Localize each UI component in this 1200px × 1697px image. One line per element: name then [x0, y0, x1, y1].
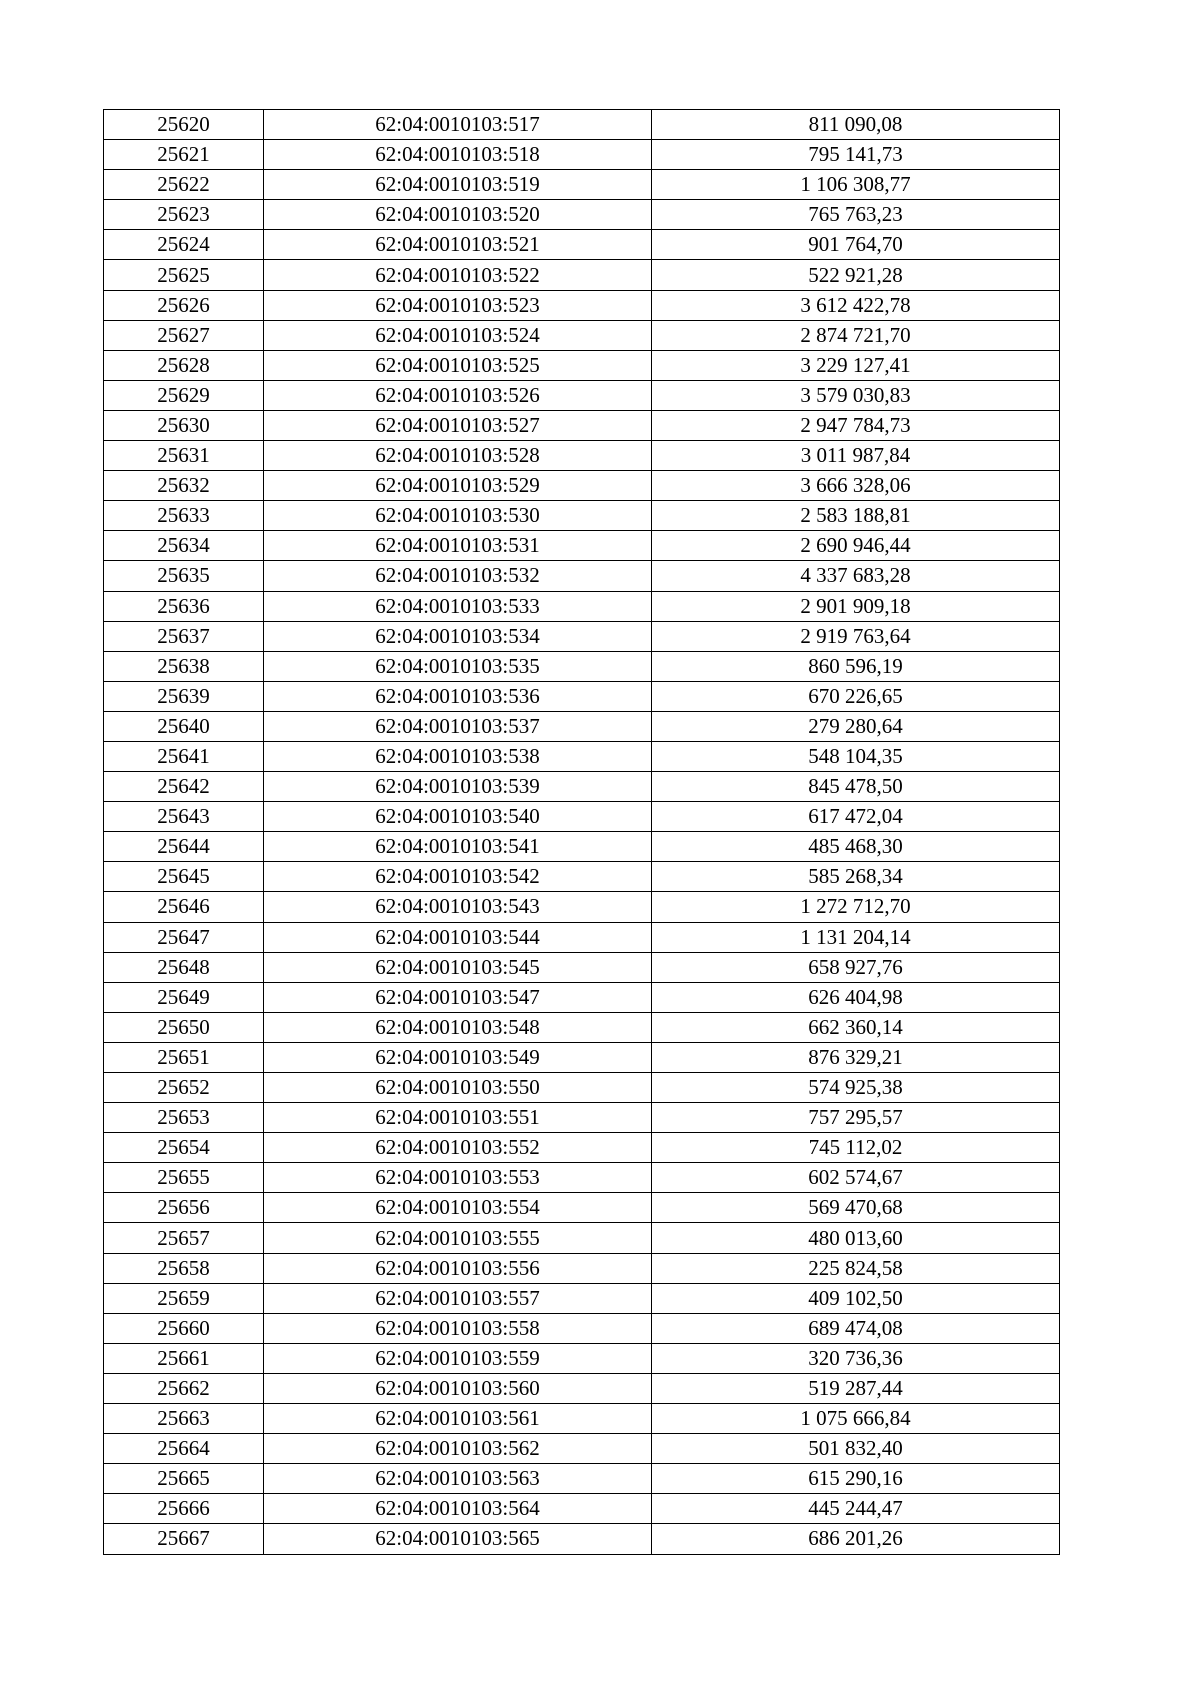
table-row [104, 501, 1060, 531]
cadastral-number-cell: 62:04:0010103:556 [264, 1253, 652, 1283]
cadastral-number-cell: 62:04:0010103:526 [264, 380, 652, 410]
cadastral-number-cell: 62:04:0010103:529 [264, 471, 652, 501]
row-number-cell: 25629 [104, 380, 264, 410]
cadastral-number-cell: 62:04:0010103:563 [264, 1464, 652, 1494]
cadastral-value-cell: 1 106 308,77 [652, 170, 1060, 200]
table-row [104, 1103, 1060, 1133]
table-row [104, 982, 1060, 1012]
cadastral-number-cell: 62:04:0010103:551 [264, 1103, 652, 1133]
cadastral-value-table [103, 109, 1060, 1555]
cadastral-value-cell: 522 921,28 [652, 260, 1060, 290]
table-row [104, 922, 1060, 952]
table-row [104, 1133, 1060, 1163]
cadastral-value-cell: 845 478,50 [652, 772, 1060, 802]
cadastral-number-cell: 62:04:0010103:549 [264, 1042, 652, 1072]
row-number-cell: 25639 [104, 681, 264, 711]
cadastral-value-cell: 658 927,76 [652, 952, 1060, 982]
row-number-cell: 25662 [104, 1373, 264, 1403]
row-number-cell: 25640 [104, 711, 264, 741]
cadastral-number-cell: 62:04:0010103:525 [264, 350, 652, 380]
table-row [104, 1012, 1060, 1042]
cadastral-value-cell: 2 874 721,70 [652, 320, 1060, 350]
table-row [104, 561, 1060, 591]
table-row [104, 711, 1060, 741]
cadastral-value-cell: 1 131 204,14 [652, 922, 1060, 952]
row-number-cell: 25631 [104, 441, 264, 471]
cadastral-value-cell: 602 574,67 [652, 1163, 1060, 1193]
cadastral-value-cell: 585 268,34 [652, 862, 1060, 892]
cadastral-number-cell: 62:04:0010103:519 [264, 170, 652, 200]
cadastral-value-cell: 320 736,36 [652, 1343, 1060, 1373]
table-row [104, 1193, 1060, 1223]
row-number-cell: 25643 [104, 802, 264, 832]
cadastral-number-cell: 62:04:0010103:560 [264, 1373, 652, 1403]
cadastral-value-cell: 574 925,38 [652, 1073, 1060, 1103]
table-row [104, 1073, 1060, 1103]
cadastral-value-cell: 480 013,60 [652, 1223, 1060, 1253]
table-row [104, 741, 1060, 771]
cadastral-number-cell: 62:04:0010103:540 [264, 802, 652, 832]
row-number-cell: 25658 [104, 1253, 264, 1283]
table-row [104, 621, 1060, 651]
cadastral-value-cell: 811 090,08 [652, 110, 1060, 140]
cadastral-value-cell: 689 474,08 [652, 1313, 1060, 1343]
cadastral-value-cell: 501 832,40 [652, 1434, 1060, 1464]
table-row [104, 952, 1060, 982]
cadastral-value-cell: 519 287,44 [652, 1373, 1060, 1403]
row-number-cell: 25661 [104, 1343, 264, 1373]
cadastral-number-cell: 62:04:0010103:554 [264, 1193, 652, 1223]
row-number-cell: 25660 [104, 1313, 264, 1343]
row-number-cell: 25637 [104, 621, 264, 651]
row-number-cell: 25665 [104, 1464, 264, 1494]
cadastral-value-cell: 4 337 683,28 [652, 561, 1060, 591]
cadastral-value-cell: 3 579 030,83 [652, 380, 1060, 410]
row-number-cell: 25642 [104, 772, 264, 802]
row-number-cell: 25620 [104, 110, 264, 140]
cadastral-value-cell: 860 596,19 [652, 651, 1060, 681]
cadastral-value-cell: 445 244,47 [652, 1494, 1060, 1524]
cadastral-number-cell: 62:04:0010103:518 [264, 140, 652, 170]
row-number-cell: 25656 [104, 1193, 264, 1223]
table-row [104, 471, 1060, 501]
cadastral-value-cell: 617 472,04 [652, 802, 1060, 832]
cadastral-number-cell: 62:04:0010103:548 [264, 1012, 652, 1042]
row-number-cell: 25638 [104, 651, 264, 681]
cadastral-value-cell: 2 947 784,73 [652, 410, 1060, 440]
row-number-cell: 25641 [104, 741, 264, 771]
cadastral-number-cell: 62:04:0010103:533 [264, 591, 652, 621]
row-number-cell: 25647 [104, 922, 264, 952]
cadastral-number-cell: 62:04:0010103:536 [264, 681, 652, 711]
cadastral-value-cell: 1 272 712,70 [652, 892, 1060, 922]
cadastral-number-cell: 62:04:0010103:559 [264, 1343, 652, 1373]
cadastral-value-cell: 3 612 422,78 [652, 290, 1060, 320]
cadastral-number-cell: 62:04:0010103:539 [264, 772, 652, 802]
table-row [104, 1283, 1060, 1313]
cadastral-value-cell: 225 824,58 [652, 1253, 1060, 1283]
table-row [104, 320, 1060, 350]
row-number-cell: 25664 [104, 1434, 264, 1464]
table-row [104, 591, 1060, 621]
row-number-cell: 25655 [104, 1163, 264, 1193]
cadastral-number-cell: 62:04:0010103:561 [264, 1404, 652, 1434]
row-number-cell: 25636 [104, 591, 264, 621]
cadastral-value-cell: 3 666 328,06 [652, 471, 1060, 501]
table-row [104, 1223, 1060, 1253]
row-number-cell: 25625 [104, 260, 264, 290]
table-row [104, 1524, 1060, 1554]
cadastral-number-cell: 62:04:0010103:553 [264, 1163, 652, 1193]
cadastral-value-cell: 569 470,68 [652, 1193, 1060, 1223]
table-row [104, 832, 1060, 862]
row-number-cell: 25626 [104, 290, 264, 320]
cadastral-number-cell: 62:04:0010103:524 [264, 320, 652, 350]
table-row [104, 1373, 1060, 1403]
table-row [104, 1163, 1060, 1193]
row-number-cell: 25633 [104, 501, 264, 531]
cadastral-number-cell: 62:04:0010103:527 [264, 410, 652, 440]
cadastral-value-cell: 279 280,64 [652, 711, 1060, 741]
table-row [104, 1253, 1060, 1283]
cadastral-number-cell: 62:04:0010103:544 [264, 922, 652, 952]
cadastral-value-cell: 2 690 946,44 [652, 531, 1060, 561]
table-row [104, 1042, 1060, 1072]
row-number-cell: 25628 [104, 350, 264, 380]
cadastral-number-cell: 62:04:0010103:555 [264, 1223, 652, 1253]
row-number-cell: 25627 [104, 320, 264, 350]
table-row [104, 200, 1060, 230]
cadastral-value-cell: 901 764,70 [652, 230, 1060, 260]
cadastral-number-cell: 62:04:0010103:530 [264, 501, 652, 531]
table-row [104, 140, 1060, 170]
cadastral-value-cell: 3 229 127,41 [652, 350, 1060, 380]
row-number-cell: 25621 [104, 140, 264, 170]
table-row [104, 1313, 1060, 1343]
cadastral-value-cell: 745 112,02 [652, 1133, 1060, 1163]
cadastral-number-cell: 62:04:0010103:538 [264, 741, 652, 771]
cadastral-number-cell: 62:04:0010103:535 [264, 651, 652, 681]
cadastral-number-cell: 62:04:0010103:531 [264, 531, 652, 561]
cadastral-number-cell: 62:04:0010103:543 [264, 892, 652, 922]
cadastral-number-cell: 62:04:0010103:532 [264, 561, 652, 591]
cadastral-number-cell: 62:04:0010103:558 [264, 1313, 652, 1343]
cadastral-number-cell: 62:04:0010103:564 [264, 1494, 652, 1524]
cadastral-value-cell: 615 290,16 [652, 1464, 1060, 1494]
table-row [104, 380, 1060, 410]
row-number-cell: 25623 [104, 200, 264, 230]
row-number-cell: 25645 [104, 862, 264, 892]
cadastral-value-cell: 876 329,21 [652, 1042, 1060, 1072]
table-row [104, 260, 1060, 290]
row-number-cell: 25622 [104, 170, 264, 200]
row-number-cell: 25634 [104, 531, 264, 561]
cadastral-number-cell: 62:04:0010103:520 [264, 200, 652, 230]
cadastral-number-cell: 62:04:0010103:565 [264, 1524, 652, 1554]
cadastral-value-cell: 2 901 909,18 [652, 591, 1060, 621]
table-row [104, 681, 1060, 711]
cadastral-value-cell: 686 201,26 [652, 1524, 1060, 1554]
cadastral-value-cell: 409 102,50 [652, 1283, 1060, 1313]
cadastral-number-cell: 62:04:0010103:521 [264, 230, 652, 260]
cadastral-number-cell: 62:04:0010103:537 [264, 711, 652, 741]
cadastral-number-cell: 62:04:0010103:517 [264, 110, 652, 140]
cadastral-number-cell: 62:04:0010103:528 [264, 441, 652, 471]
row-number-cell: 25651 [104, 1042, 264, 1072]
table-row [104, 892, 1060, 922]
cadastral-number-cell: 62:04:0010103:522 [264, 260, 652, 290]
row-number-cell: 25635 [104, 561, 264, 591]
table-row [104, 772, 1060, 802]
table-row [104, 170, 1060, 200]
row-number-cell: 25632 [104, 471, 264, 501]
cadastral-number-cell: 62:04:0010103:552 [264, 1133, 652, 1163]
cadastral-value-cell: 795 141,73 [652, 140, 1060, 170]
cadastral-value-cell: 670 226,65 [652, 681, 1060, 711]
table-body [104, 110, 1060, 1555]
row-number-cell: 25657 [104, 1223, 264, 1253]
cadastral-number-cell: 62:04:0010103:534 [264, 621, 652, 651]
row-number-cell: 25652 [104, 1073, 264, 1103]
row-number-cell: 25644 [104, 832, 264, 862]
table-row [104, 1464, 1060, 1494]
table-row [104, 350, 1060, 380]
row-number-cell: 25650 [104, 1012, 264, 1042]
cadastral-number-cell: 62:04:0010103:542 [264, 862, 652, 892]
cadastral-number-cell: 62:04:0010103:557 [264, 1283, 652, 1313]
table-row [104, 410, 1060, 440]
row-number-cell: 25666 [104, 1494, 264, 1524]
cadastral-value-cell: 757 295,57 [652, 1103, 1060, 1133]
cadastral-value-cell: 485 468,30 [652, 832, 1060, 862]
cadastral-value-cell: 3 011 987,84 [652, 441, 1060, 471]
row-number-cell: 25653 [104, 1103, 264, 1133]
cadastral-number-cell: 62:04:0010103:562 [264, 1434, 652, 1464]
row-number-cell: 25649 [104, 982, 264, 1012]
cadastral-number-cell: 62:04:0010103:550 [264, 1073, 652, 1103]
cadastral-number-cell: 62:04:0010103:547 [264, 982, 652, 1012]
table-row [104, 651, 1060, 681]
row-number-cell: 25646 [104, 892, 264, 922]
cadastral-value-cell: 1 075 666,84 [652, 1404, 1060, 1434]
table-row [104, 441, 1060, 471]
table-row [104, 802, 1060, 832]
row-number-cell: 25663 [104, 1404, 264, 1434]
row-number-cell: 25624 [104, 230, 264, 260]
cadastral-number-cell: 62:04:0010103:523 [264, 290, 652, 320]
cadastral-value-cell: 2 583 188,81 [652, 501, 1060, 531]
cadastral-value-cell: 2 919 763,64 [652, 621, 1060, 651]
table-row [104, 1494, 1060, 1524]
table-row [104, 531, 1060, 561]
row-number-cell: 25654 [104, 1133, 264, 1163]
cadastral-value-cell: 626 404,98 [652, 982, 1060, 1012]
row-number-cell: 25659 [104, 1283, 264, 1313]
table-row [104, 862, 1060, 892]
cadastral-value-cell: 765 763,23 [652, 200, 1060, 230]
cadastral-number-cell: 62:04:0010103:545 [264, 952, 652, 982]
table-row [104, 110, 1060, 140]
table-row [104, 1343, 1060, 1373]
row-number-cell: 25667 [104, 1524, 264, 1554]
cadastral-number-cell: 62:04:0010103:541 [264, 832, 652, 862]
table-row [104, 290, 1060, 320]
table-row [104, 1404, 1060, 1434]
cadastral-value-cell: 548 104,35 [652, 741, 1060, 771]
row-number-cell: 25648 [104, 952, 264, 982]
row-number-cell: 25630 [104, 410, 264, 440]
table-row [104, 1434, 1060, 1464]
cadastral-value-cell: 662 360,14 [652, 1012, 1060, 1042]
table-row [104, 230, 1060, 260]
